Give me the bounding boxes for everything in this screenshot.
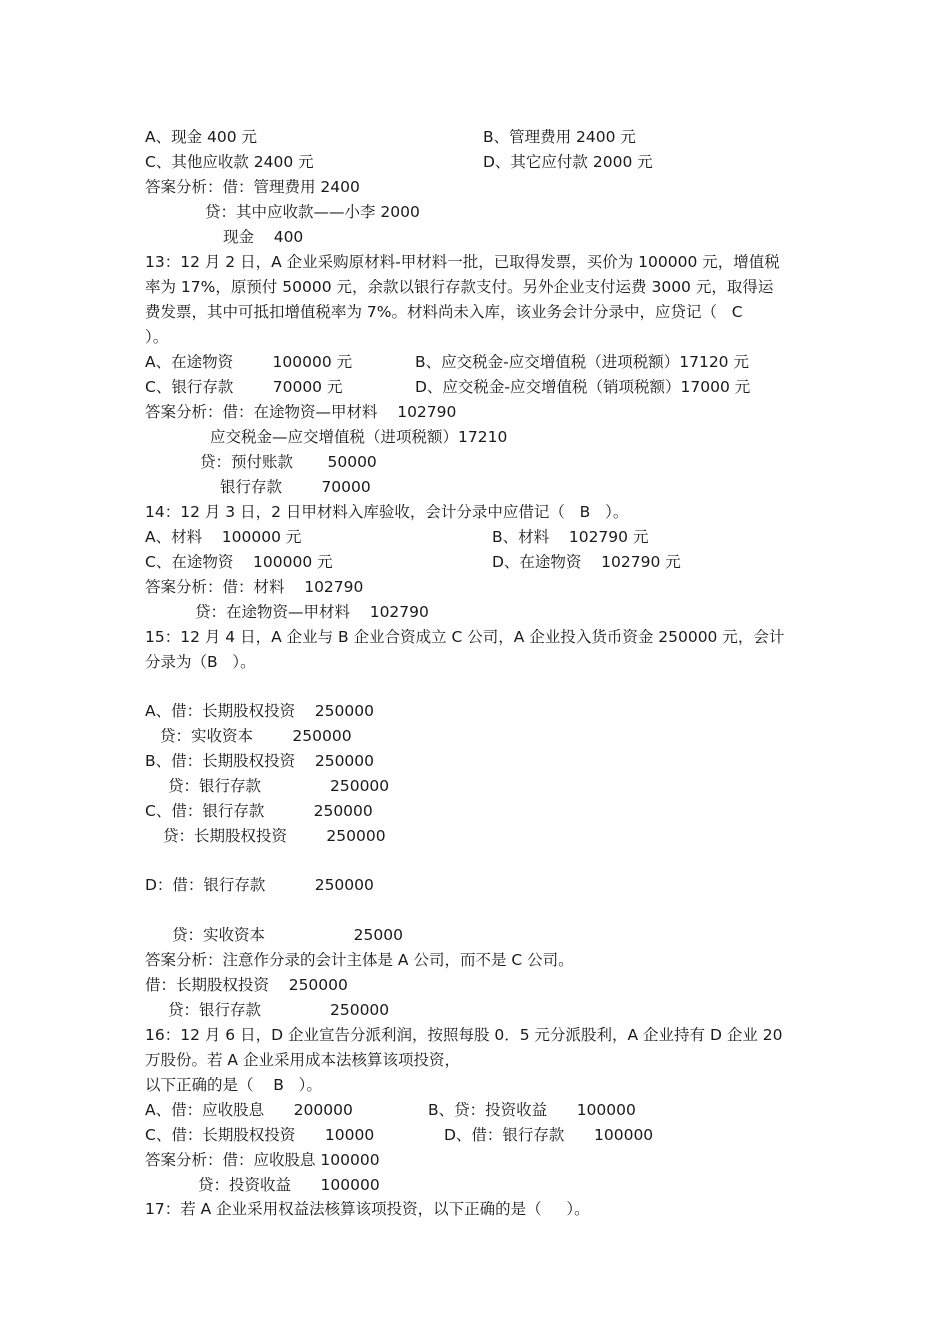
option-a: A、在途物资 100000 元 — [145, 353, 353, 371]
answer-analysis: 答案分析：借：管理费用 2400 — [145, 178, 360, 196]
option-c: C、借：银行存款 250000 — [145, 802, 373, 820]
option-c-credit: 贷：长期股权投资 250000 — [163, 827, 386, 845]
option-d: D、借：银行存款 100000 — [444, 1126, 654, 1144]
option-b: B、管理费用 2400 元 — [483, 128, 636, 146]
option-a: A、现金 400 元 — [145, 128, 258, 146]
answer-line: 贷：投资收益 100000 — [198, 1176, 380, 1194]
option-b-credit: 贷：银行存款 250000 — [168, 777, 390, 795]
option-a: A、借：长期股权投资 250000 — [145, 702, 374, 720]
option-b: B、应交税金-应交增值税（进项税额）17120 元 — [415, 353, 749, 371]
answer-line: 贷：银行存款 250000 — [168, 1001, 390, 1019]
answer-line: 银行存款 70000 — [220, 478, 371, 496]
option-c: C、借：长期股权投资 10000 — [145, 1126, 375, 1144]
answer-analysis: 答案分析：借：材料 102790 — [145, 578, 364, 596]
question-text: 万股份。若 A 企业采用成本法核算该项投资， — [145, 1051, 460, 1069]
option-b: B、借：长期股权投资 250000 — [145, 752, 375, 770]
answer-line: 贷：在途物资—甲材料 102790 — [195, 603, 429, 621]
answer-analysis: 答案分析：注意作分录的会计主体是 A 公司，而不是 C 公司。 — [145, 951, 574, 969]
answer-analysis: 答案分析：借：应收股息 100000 — [145, 1151, 380, 1169]
option-b: B、贷：投资收益 100000 — [428, 1101, 636, 1119]
option-a-credit: 贷：实收资本 250000 — [160, 727, 352, 745]
question-text: 分录为（B ）。 — [145, 653, 256, 671]
question-16: 16：12 月 6 日，D 企业宣告分派利润，按照每股 0．5 元分派股利，A 企业持有 D 企业 20 — [145, 1026, 783, 1044]
option-d: D、应交税金-应交增值税（销项税额）17000 元 — [415, 378, 751, 396]
answer-analysis: 答案分析：借：在途物资—甲材料 102790 — [145, 403, 457, 421]
question-text: 费发票，其中可抵扣增值税率为 7%。材料尚未入库，该业务会计分录中，应贷记（ C — [145, 303, 743, 321]
question-text: 以下正确的是（ B ）。 — [145, 1076, 322, 1094]
option-a: A、借：应收股息 200000 — [145, 1101, 353, 1119]
option-b: B、材料 102790 元 — [492, 528, 649, 546]
option-d-credit: 贷：实收资本 25000 — [172, 926, 403, 944]
question-15: 15：12 月 4 日，A 企业与 B 企业合资成立 C 公司，A 企业投入货币资金 250000 元，会计 — [145, 628, 785, 646]
option-d: D、其它应付款 2000 元 — [483, 153, 653, 171]
option-c: C、其他应收款 2400 元 — [145, 153, 314, 171]
answer-line: 现金 400 — [223, 228, 304, 246]
answer-line: 借：长期股权投资 250000 — [145, 976, 348, 994]
option-d: D：借：银行存款 250000 — [145, 876, 374, 894]
answer-line: 贷：其中应收款——小李 2000 — [205, 203, 420, 221]
question-text: 率为 17%，原预付 50000 元，余款以银行存款支付。另外企业支付运费 3000 元，取得运 — [145, 278, 774, 296]
question-17: 17：若 A 企业采用权益法核算该项投资，以下正确的是（ ）。 — [145, 1200, 590, 1218]
question-13: 13：12 月 2 日，A 企业采购原材料-甲材料一批，已取得发票，买价为 100000 元，增值税 — [145, 253, 780, 271]
option-d: D、在途物资 102790 元 — [492, 553, 681, 571]
answer-line: 贷：预付账款 50000 — [200, 453, 377, 471]
option-c: C、银行存款 70000 元 — [145, 378, 343, 396]
question-14: 14：12 月 3 日，2 日甲材料入库验收，会计分录中应借记（ B ）。 — [145, 503, 629, 521]
option-c: C、在途物资 100000 元 — [145, 553, 333, 571]
question-text: ）。 — [145, 328, 169, 346]
option-a: A、材料 100000 元 — [145, 528, 302, 546]
answer-line: 应交税金—应交增值税（进项税额）17210 — [210, 428, 508, 446]
